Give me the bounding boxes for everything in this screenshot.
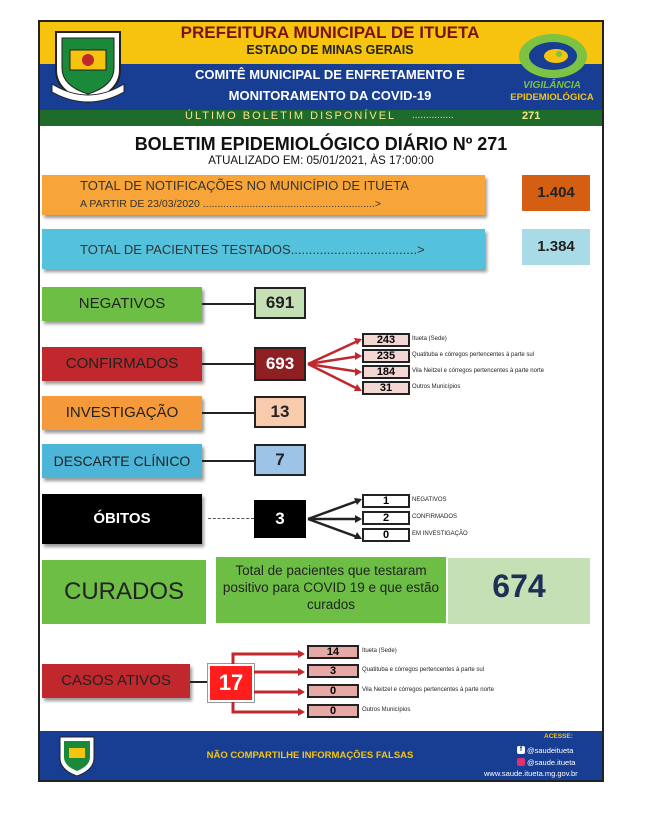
last-bulletin-label: ÚLTIMO BOLETIM DISPONÍVEL xyxy=(185,110,397,122)
ativos-breakdown-value: 3 xyxy=(307,664,359,678)
descarte-label: DESCARTE CLÍNICO xyxy=(42,444,202,478)
vigilancia-logo-icon xyxy=(510,26,596,82)
obitos-breakdown-status: CONFIRMADOS xyxy=(412,514,457,520)
header-state: ESTADO DE MINAS GERAIS xyxy=(246,43,414,57)
instagram-icon xyxy=(517,758,525,766)
header-committee: COMITÊ MUNICIPAL DE ENFRETAMENTO E xyxy=(195,67,465,82)
obitos-breakdown-value: 1 xyxy=(362,494,410,508)
municipal-crest-icon xyxy=(48,26,128,106)
logo-vigilancia-text: VIGILÂNCIA xyxy=(523,80,581,91)
negativos-value: 691 xyxy=(254,287,306,319)
footer-access-label: ACESSE: xyxy=(544,733,573,740)
obitos-breakdown-status: NEGATIVOS xyxy=(412,497,447,503)
descarte-connector xyxy=(202,460,254,462)
confirmados-breakdown-value: 31 xyxy=(362,381,410,395)
header-monitoring: MONITORAMENTO DA COVID-19 xyxy=(228,88,432,103)
obitos-breakdown-value: 0 xyxy=(362,528,410,542)
curados-description: Total de pacientes que testaram positivo para COVID 19 e que estão curados xyxy=(222,563,440,612)
last-bulletin-dots: ............... xyxy=(412,110,454,121)
ativos-breakdown-place: Outros Municípios xyxy=(362,707,411,713)
obitos-connector xyxy=(208,518,254,519)
ativos-breakdown-value: 0 xyxy=(307,684,359,698)
confirmados-breakdown-value: 184 xyxy=(362,365,410,379)
notifications-since: A PARTIR DE 23/03/2020 ...........................................................> xyxy=(80,198,382,210)
negativos-connector xyxy=(202,303,254,305)
bulletin-title: BOLETIM EPIDEMIOLÓGICO DIÁRIO Nº 271 xyxy=(134,134,508,154)
footer-instagram-link[interactable]: @saude.itueta xyxy=(527,758,576,767)
confirmados-value: 693 xyxy=(254,347,306,381)
obitos-label: ÓBITOS xyxy=(42,494,202,544)
footer-crest-icon xyxy=(56,734,98,778)
ativos-breakdown-place: Quatituba e córregos pertencentes à parte sul xyxy=(362,667,485,673)
confirmados-breakdown-value: 235 xyxy=(362,349,410,363)
ativos-connector xyxy=(190,681,208,683)
facebook-icon: f xyxy=(517,746,525,754)
tested-value: 1.384 xyxy=(522,229,590,265)
ativos-value: 17 xyxy=(208,664,254,702)
investigacao-connector xyxy=(202,412,254,414)
investigacao-label: INVESTIGAÇÃO xyxy=(42,396,202,430)
obitos-value: 3 xyxy=(254,500,306,538)
updated-timestamp: ATUALIZADO EM: 05/01/2021, ÀS 17:00:00 xyxy=(208,155,434,167)
confirmados-breakdown-value: 243 xyxy=(362,333,410,347)
footer-facebook-link[interactable]: @saudeitueta xyxy=(527,746,574,755)
header-municipality: PREFEITURA MUNICIPAL DE ITUETA xyxy=(180,23,480,42)
confirmados-breakdown-place: Quatituba e córregos pertencentes à parte sul xyxy=(412,352,535,358)
confirmados-breakdown-place: Vila Neitzel e córregos pertencentes à parte norte xyxy=(412,368,544,374)
confirmados-arrows xyxy=(306,334,364,396)
notifications-value: 1.404 xyxy=(522,175,590,211)
ativos-breakdown-value: 0 xyxy=(307,704,359,718)
tested-label: TOTAL DE PACIENTES TESTADOS...................................> xyxy=(80,242,425,257)
obitos-arrows xyxy=(306,494,364,544)
footer-warning: NÃO COMPARTILHE INFORMAÇÕES FALSAS xyxy=(206,750,414,761)
ativos-breakdown-place: Vila Neitzel e córregos pertencentes à parte norte xyxy=(362,687,494,693)
confirmados-label: CONFIRMADOS xyxy=(42,347,202,381)
curados-value: 674 xyxy=(492,568,546,604)
descarte-value: 7 xyxy=(254,444,306,476)
confirmados-breakdown-place: Itueta (Sede) xyxy=(412,336,447,342)
investigacao-value: 13 xyxy=(254,396,306,428)
ativos-breakdown-place: Itueta (Sede) xyxy=(362,648,397,654)
negativos-label: NEGATIVOS xyxy=(42,287,202,321)
ativos-arrows xyxy=(225,644,307,722)
curados-label: CURADOS xyxy=(42,560,206,624)
ativos-breakdown-value: 14 xyxy=(307,645,359,659)
obitos-breakdown-value: 2 xyxy=(362,511,410,525)
ativos-label: CASOS ATIVOS xyxy=(42,664,190,698)
confirmados-breakdown-place: Outros Municípios xyxy=(412,384,461,390)
footer-website-link[interactable]: www.saude.itueta.mg.gov.br xyxy=(484,769,578,778)
logo-epidemiologica-text: EPIDEMIOLÓGICA xyxy=(510,92,594,103)
confirmados-connector xyxy=(202,363,254,365)
notifications-label: TOTAL DE NOTIFICAÇÕES NO MUNICÍPIO DE ITUETA xyxy=(80,178,409,193)
last-bulletin-number: 271 xyxy=(522,110,541,122)
obitos-breakdown-status: EM INVESTIGAÇÃO xyxy=(412,531,468,537)
